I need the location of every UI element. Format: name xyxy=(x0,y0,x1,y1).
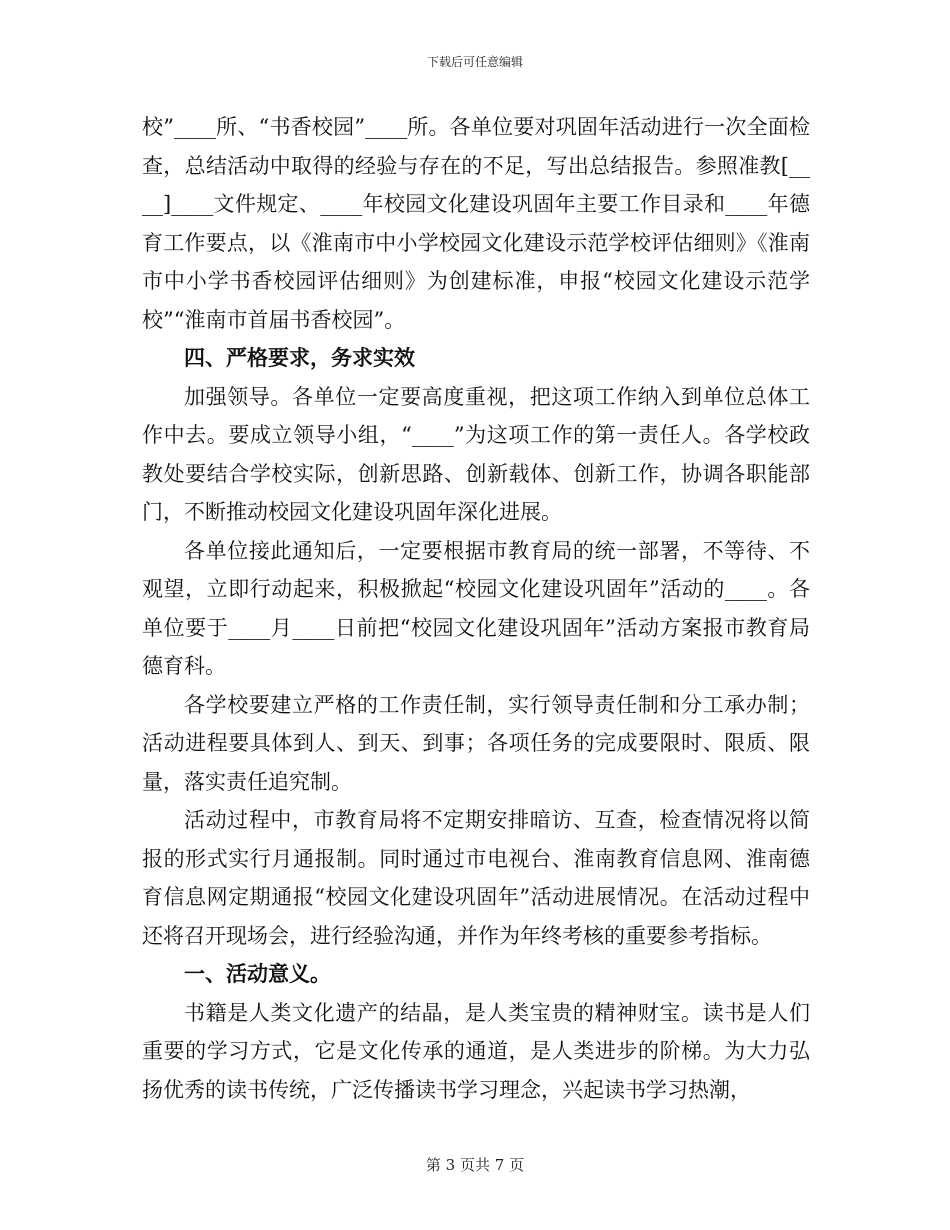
section-heading-strict-requirements: 四、严格要求，务求实效 xyxy=(184,346,415,370)
paragraph-inspection: 活动过程中，市教育局将不定期安排暗访、互查，检查情况将以简报的形式实行月通报制。同时通过市电视台、淮南教育信息网、淮南德育信息网定期通报“校园文化建设巩固年”活动进展情况。在活动过程中还将召开现场会，进行经验沟通，并作为年终考核的重要参考指标。 xyxy=(142,808,810,948)
paragraph-leadership: 加强领导。各单位一定要高度重视，把这项工作纳入到单位总体工作中去。要成立领导小组，“____”为这项工作的第一责任人。各学校政教处要结合学校实际，创新思路、创新载体、创新工作，协调各职能部门，不断推动校园文化建设巩固年深化进展。 xyxy=(142,384,810,524)
paragraph-responsibility: 各学校要建立严格的工作责任制，实行领导责任制和分工承办制；活动进程要具体到人、到天、到事；各项任务的完成要限时、限质、限量，落实责任追究制。 xyxy=(142,692,810,794)
page-header-note: 下载后可任意编辑 xyxy=(426,55,523,69)
document-body xyxy=(142,108,810,1109)
paragraph-deployment: 各单位接此通知后，一定要根据市教育局的统一部署，不等待、不观望，立即行动起来，积极掀起“校园文化建设巩固年”活动的____。各单位要于____月____日前把“校园文化建设巩固年”活动方案报市教育局德育科。 xyxy=(142,538,810,678)
paragraph-reading: 书籍是人类文化遗产的结晶，是人类宝贵的精神财宝。读书是人们重要的学习方式，它是文化传承的通道，是人类进步的阶梯。为大力弘扬优秀的读书传统，广泛传播读书学习理念，兴起读书学习热潮， xyxy=(142,1000,810,1102)
paragraph-report: 校”____所、“书香校园”____所。各单位要对巩固年活动进行一次全面检查，总结活动中取得的经验与存在的不足，写出总结报告。参照准教[____]____文件规定、____年校园文化建设巩固年主要工作目录和____年德育工作要点，以《淮南市中小学校园文化建设示范学校评估细则》《淮南市中小学书香校园评估细则》为创建标准，申报“校园文化建设示范学校”“淮南市首届书香校园”。 xyxy=(142,115,810,332)
section-heading-activity-significance: 一、活动意义。 xyxy=(184,962,331,986)
page-number: 第 3 页共 7 页 xyxy=(425,1156,525,1174)
